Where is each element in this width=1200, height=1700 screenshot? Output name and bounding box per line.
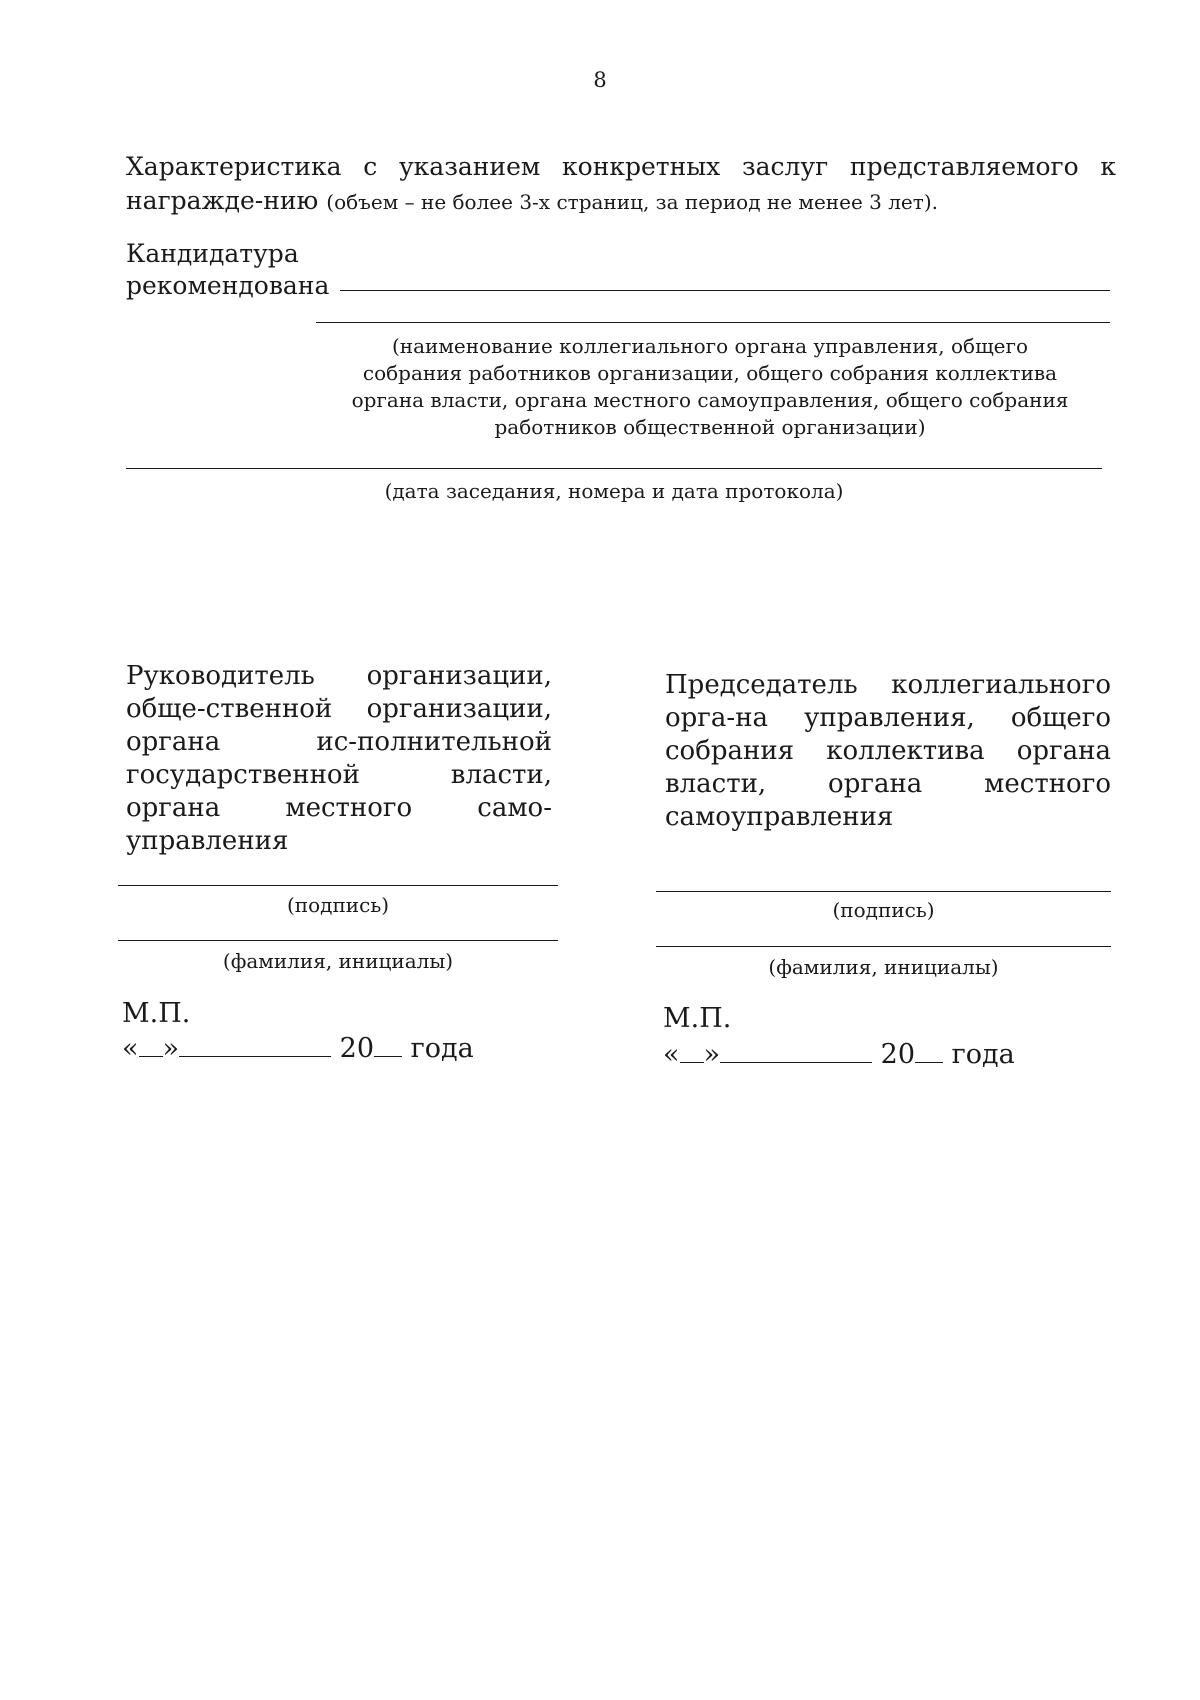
right-date-day-field[interactable] — [680, 1040, 704, 1063]
intro-note-text: (объем – не более 3-х страниц, за период не менее 3 лет). — [326, 190, 938, 214]
page-number: 8 — [593, 68, 607, 92]
left-date-year-prefix: 20 — [339, 1033, 375, 1064]
recommendation-field-line1[interactable] — [340, 290, 1110, 291]
right-date-open-quote: « — [663, 1039, 680, 1070]
right-signature-line[interactable] — [656, 891, 1111, 892]
left-date-year-field[interactable] — [374, 1034, 402, 1057]
recommendation-body-caption: (наименование коллегиального органа управления, общего собрания работников организации, общего собрания коллектива органа власти, органа местного самоуправления, общего собрания работников общественной организации) — [351, 334, 1069, 439]
recommendation-field-line2[interactable] — [316, 322, 1110, 323]
left-date-open-quote: « — [122, 1033, 139, 1064]
left-date-month-field[interactable] — [179, 1034, 331, 1057]
right-date-month-field[interactable] — [720, 1040, 872, 1063]
intro-main-text: Характеристика с указанием конкретных заслуг представляемого к награжде-нию — [126, 152, 1116, 215]
left-date-day-field[interactable] — [139, 1034, 163, 1057]
left-signature-caption: (подпись) — [286, 893, 390, 917]
recommendation-label-line1: Кандидатура — [126, 239, 299, 268]
left-date-close-quote: » — [162, 1033, 180, 1064]
right-name-line[interactable] — [656, 946, 1111, 947]
right-date-year-field[interactable] — [915, 1040, 943, 1063]
left-date-suffix: года — [410, 1033, 474, 1064]
right-name-caption: (фамилия, инициалы) — [768, 955, 999, 979]
recommendation-label-line2: рекомендована — [126, 271, 330, 300]
intro-paragraph — [126, 150, 1116, 219]
protocol-caption: (дата заседания, номера и дата протокола) — [384, 479, 844, 503]
right-date-line — [663, 1038, 1015, 1072]
left-signature-line[interactable] — [118, 885, 558, 886]
left-signer-title: Руководитель организации, обще-ственной организации, органа ис-полнительной государственной власти, органа местного само-управления — [126, 661, 552, 856]
right-date-year-prefix: 20 — [880, 1039, 916, 1070]
left-name-line[interactable] — [118, 940, 558, 941]
right-date-suffix: года — [951, 1039, 1015, 1070]
left-name-caption: (фамилия, инициалы) — [222, 949, 454, 973]
protocol-field-line[interactable] — [126, 468, 1102, 469]
left-date-line — [122, 1032, 474, 1066]
right-signer-title: Председатель коллегиального орга-на управления, общего собрания коллектива органа власти, органа местного самоуправления — [665, 670, 1111, 832]
right-stamp-mark: М.П. — [663, 1003, 732, 1034]
left-stamp-mark: М.П. — [122, 998, 191, 1029]
right-date-close-quote: » — [703, 1039, 721, 1070]
right-signature-caption: (подпись) — [832, 898, 935, 922]
